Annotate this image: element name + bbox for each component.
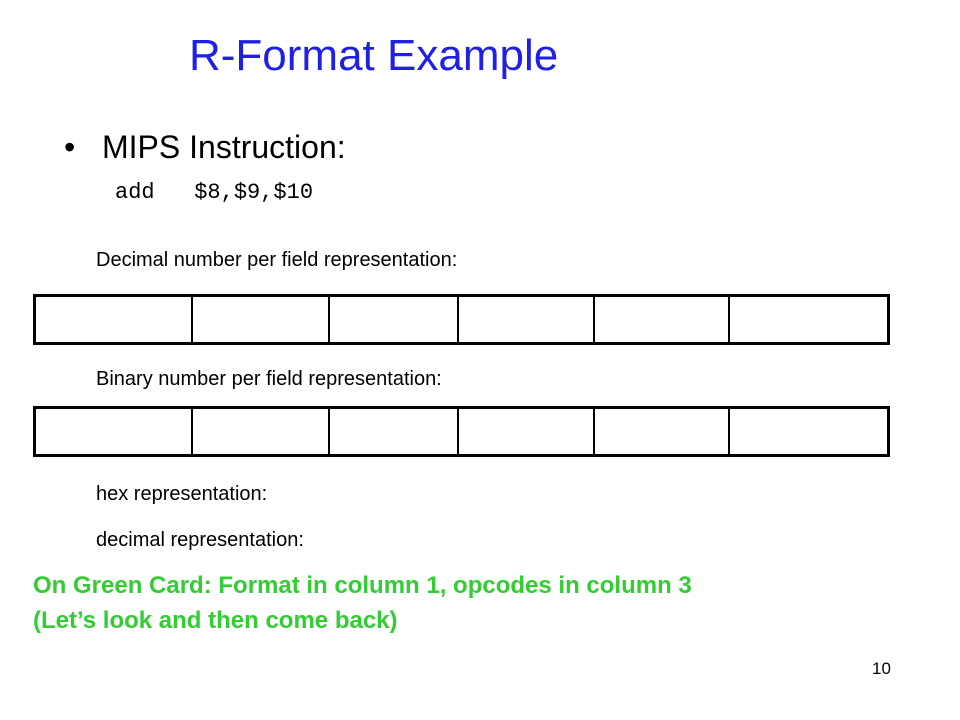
slide-title: R-Format Example (189, 31, 559, 80)
binary-fields-label: Binary number per field representation: (96, 368, 442, 390)
binary-field-op (36, 409, 193, 454)
page-number: 10 (872, 659, 891, 678)
decimal-field-rs (193, 297, 330, 342)
binary-field-shamt (595, 409, 730, 454)
decimal-fields-label: Decimal number per field representation: (96, 249, 458, 271)
hex-label: hex representation: (96, 483, 268, 505)
binary-field-table (33, 406, 890, 457)
decimal-label: decimal representation: (96, 529, 304, 551)
binary-field-funct (730, 409, 887, 454)
mips-instruction: add $8,$9,$10 (115, 180, 314, 205)
green-card-note-followup: (Let’s look and then come back) (33, 607, 398, 634)
decimal-field-table (33, 294, 890, 345)
decimal-field-op (36, 297, 193, 342)
decimal-field-shamt (595, 297, 730, 342)
binary-field-rd (459, 409, 595, 454)
decimal-field-rt (330, 297, 459, 342)
binary-field-rt (330, 409, 459, 454)
bullet-icon: • (64, 129, 76, 165)
green-card-note: On Green Card: Format in column 1, opcodes in column 3 (33, 572, 692, 599)
decimal-field-funct (730, 297, 887, 342)
bullet-text: MIPS Instruction: (102, 129, 346, 165)
binary-field-rs (193, 409, 330, 454)
decimal-field-rd (459, 297, 595, 342)
